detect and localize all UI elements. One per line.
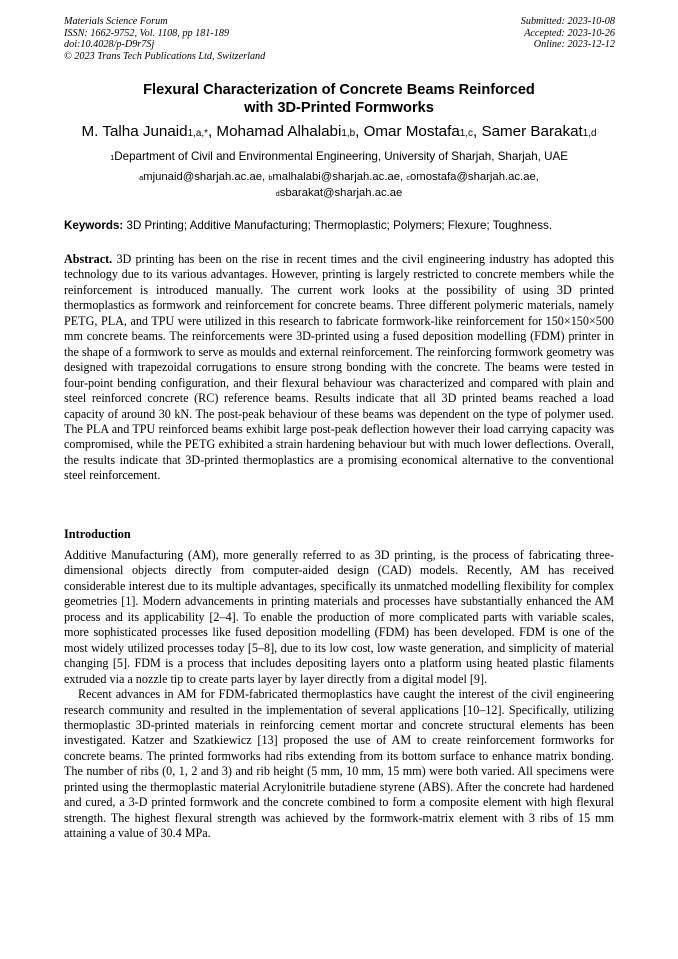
- doi[interactable]: doi:10.4028/p-D9r7Sj: [64, 39, 155, 51]
- copyright: © 2023 Trans Tech Publications Ltd, Switzerland: [64, 50, 266, 62]
- abstract-label: Abstract.: [64, 252, 113, 266]
- affiliation: [0, 150, 678, 163]
- issn: ISSN: 1662-9752, Vol. 1108, pp 181-189: [64, 27, 230, 39]
- journal-name: Materials Science Forum: [64, 16, 168, 27]
- abstract-text: 3D printing has been on the rise in recent times and the civil engineering industry has adopted this technology due to its various advantages. However, printing is largely restricted to concrete members while the reinforcement is introduced manually. The current work looks at the possibility of using 3D printed thermoplastics as formwork and reinforcement for concrete beams. Three different polymeric materials, namely PETG, PLA, and TPU were utilized in this research to fabricate formwork-like reinforcement for 150×150×500 mm concrete beams. The reinforcements were 3D-printed using a fused deposition modelling (FDM) printer in the shape of a formwork to serve as moulds and external reinforcement. The reinforcing formwork geometry was designed with trapezoidal corrugations to ensure strong bonding with the concrete. The beams were tested in four-point bending configuration, and their flexural behaviour was characterized and compared with plain and steel reinforced concrete (RC) reference beams. Results indicate that all 3D printed beams reached a load capacity of around 30 kN. The post-peak behaviour of these beams was dependent on the type of polymer used. The PLA and TPU reinforced beams exhibit large post-peak deflection however their load carrying capacity was compromised, while the PETG exhibited a strain hardening behaviour but with much lower deflections. Overall, the results indicate that 3D-printed thermoplastics are a promising economical alternative to the conventional steel reinforcement.: [64, 252, 614, 483]
- title-line-2: with 3D-Printed Formworks: [244, 99, 434, 116]
- author-sup: 1,a,*: [187, 128, 208, 139]
- affiliation-sup: 1: [110, 153, 115, 162]
- email-link[interactable]: sbarakat@sharjah.ac.ae: [279, 186, 403, 199]
- email-link[interactable]: omostafa@sharjah.ac.ae: [410, 171, 536, 183]
- paper-title: [0, 82, 678, 117]
- keywords-label: Keywords:: [64, 219, 124, 232]
- email-link[interactable]: mjunaid@sharjah.ac.ae: [143, 171, 263, 183]
- author-sup: 1,c: [459, 128, 473, 139]
- author-name: M. Talha Junaid: [81, 123, 188, 140]
- paragraph: Additive Manufacturing (AM), more generally referred to as 3D printing, is the process of fabricating three-dimensional objects directly from computer-aided design (CAD) models. Recently, AM has received considerable interest due to its multiple advantages, specifically its unmatched modelling flexibility for complex geometries [1]. Modern advancements in printing materials and processes have substantially enhanced the AM process and its applicability [2–4]. To enable the production of more complicated parts with variable scales, more sophisticated processes like fused deposition modelling (FDM) has been developed. FDM is one of the most widely utilized processes today [5–8], due to its low cost, low waste generation, and simplicity of material changing [5]. FDM is a process that includes depositing layers onto a platform using heated plastic filaments extruded via a nozzle tip to create parts layer by layer directly from a digital model [9].: [64, 548, 614, 686]
- keywords-text: 3D Printing; Additive Manufacturing; Thermoplastic; Polymers; Flexure; Toughness.: [126, 219, 553, 232]
- paragraph: Recent advances in AM for FDM-fabricated thermoplastics have caught the interest of the civil engineering research community and resulted in the implementation of several applications [10–12]. Specifically, utilizing thermoplastic 3D-printed materials in reinforcing cement mortar and concrete structural elements has been investigated. Katzer and Szatkiewicz [13] proposed the use of AM to create reinforcement formworks for concrete beams. The printed formworks had ribs extending from its bottom surface to enhance matrix bonding. The number of ribs (0, 1, 2 and 3) and rib height (5 mm, 10 mm, 15 mm) were both varied. All specimens were printed using the thermoplastic material Acrylonitrile butadiene styrene (ABS). After the concrete had hardened and cured, a 3-D printed formwork and the concrete combined to form a composite element with high flexural strength. The highest flexural strength was achieved by the formwork-matrix element with 3 ribs of 15 mm attaining a value of 30.4 MPa.: [64, 687, 614, 841]
- title-line-1: Flexural Characterization of Concrete Beams Reinforced: [143, 82, 535, 98]
- author-list: M. Talha Junaid$^{1,a,*}$, Mohamad Alhalabi$^{1,b}$, Omar Mostafa$^{1,c}$, Samer Barakat$^{1,d}$: [81, 123, 597, 140]
- affiliation-text: Department of Civil and Environmental Engineering, University of Sharjah, Sharjah, UAE: [114, 150, 568, 163]
- dates-header: [521, 16, 615, 51]
- accepted-date: Accepted: 2023-10-26: [524, 27, 615, 39]
- abstract: [64, 252, 614, 484]
- keywords: [64, 219, 616, 232]
- online-date: Online: 2023-12-12: [533, 39, 615, 51]
- author-name: Mohamad Alhalabi: [216, 123, 342, 140]
- journal-header: [64, 16, 265, 62]
- introduction-heading: Introduction: [64, 527, 131, 541]
- author-emails: $^a$mjunaid@sharjah.ac.ae, $^b$malhalabi@sharjah.ac.ae, $^c$omostafa@sharjah.ac.ae, $^d$sbarakat@sharjah.ac.ae: [139, 171, 539, 199]
- email-link[interactable]: malhalabi@sharjah.ac.ae: [272, 171, 401, 183]
- introduction-body: [64, 548, 614, 842]
- author-name: Omar Mostafa: [363, 123, 460, 140]
- submitted-date: Submitted: 2023-10-08: [520, 16, 615, 27]
- author-sup: 1,b: [341, 128, 356, 139]
- author-name: Samer Barakat: [481, 123, 583, 140]
- author-sup: 1,d: [582, 128, 597, 139]
